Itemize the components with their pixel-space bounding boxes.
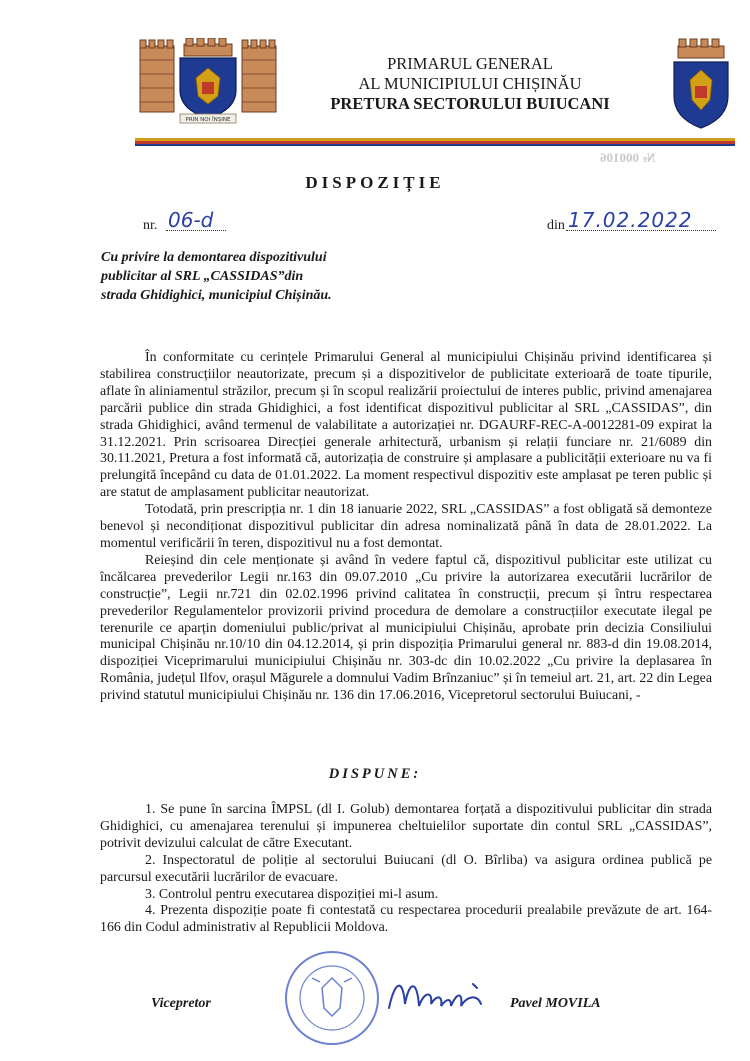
header-line-3: PRETURA SECTORULUI BUIUCANI [330, 94, 610, 113]
subject-line-3: strada Ghidighici, municipiul Chișinău. [101, 288, 332, 303]
item-2: 2. Inspectoratul de poliție al sectorului Buiucani (dl O. Bîrliba) va asigura ordinea publică pe parcursul executării lucrărilor de evacuare. [100, 852, 712, 885]
paragraph-3: Reieșind din cele menționate și având în vedere faptul că, dispozitivul publicitar este utilizat cu încălcarea prevederilor Legii nr.163 din 09.07.2010 „Cu privire la autorizarea executării lucrărilor de construcție”, Legii nr.721 din 02.02.1996 privind calitatea în construcții, precum și întru respectarea prevederilor Regulamentelor provizorii privind procedura de demolare a construcțiilor executate ilegal pe terenurile ce aparțin domeniului public/privat al municipiului Chișinău, aprobate prin decizia Consiliului municipal Chișinău nr.10/10 din 04.12.2014, și prin dispoziția Primarului general nr. 883-d din 19.08.2014, dispoziției Viceprimarului municipiului Chișinău nr. 303-dc din 10.02.2022 „Cu privire la deplasarea în România, județul Ilfov, orașul Măgurele a domnului Vadim Brînzaniuc” și în temeiul art. 21, art. 22 din Legea privind statutul municipiului Chișinău nr. 136 din 17.06.2016, Vicepretorul sectorului Buiucani, - [100, 552, 712, 704]
dispositions [100, 802, 712, 937]
coat-motto: PRIN NOI ÎNȘINE [185, 117, 231, 123]
paragraph-2: Totodată, prin prescripția nr. 1 din 18 ianuarie 2022, SRL „CASSIDAS” a fost obligată să demonteze benevol și necondiționat dispozitivul publicitar din adresa nominalizată până în data de 28.01.2022. La momentul verificării în teren, dispozitivul nu a fost demontat. [100, 502, 712, 551]
document-title: DISPOZIȚIE [305, 173, 445, 192]
document-number: 06-d [168, 208, 214, 232]
item-3: 3. Controlul pentru executarea dispoziției mi-l asum. [145, 886, 439, 902]
item-1: 1. Se pune în sarcina ÎMPSL (dl I. Golub) demontarea forțată a dispozitivului publicitar din strada Ghidighici, cu amenajarea terenului și impunerea cheltuielilor suportate din contul SRL „CASSIDAS”, potrivit devizului calculat de către Executant. [100, 802, 712, 851]
item-4: 4. Prezenta dispoziție poate fi contestată cu respectarea procedurii prealabile prevăzute de art. 164-166 din Codul administrativ al Republicii Moldova. [100, 903, 712, 936]
dispune-heading: DISPUNE: [328, 766, 422, 782]
document-date: 17.02.2022 [568, 208, 693, 232]
moldova-coat-of-arms-icon [670, 38, 732, 130]
handwritten-signature [385, 970, 495, 1020]
subject-line-1: Cu privire la demontarea dispozitivului [101, 250, 327, 265]
paragraph-1: În conformitate cu cerințele Primarului General al municipiului Chișinău privind identificarea și stabilirea construcțiilor neautorizate, precum și a dispozitivelor de publicitate exterioară de toate tipurile, aflate în aliniamentul străzilor, precum și în scopul realizării proiectului de interes public, privind amenajarea parcării publice din strada Ghidighici, a fost identificat dispozitivul publicitar al SRL „CASSIDAS”, din strada Ghidighici, având termenul de valabilitate a autorizației nr. DGAURF-REC-A-0012281-09 expirat la 31.12.2021. Prin scrisoarea Direcției generale arhitectură, urbanism și relații funciare nr. 21/6089 din 30.11.2021, Pretura a fost informată că, autorizația de construire și amplasare a publicității exterioare nu va fi prelungită începând cu data de 01.01.2022. La moment respectivul dispozitiv este amplasat pe teren public și are statut de amplasament publicitar neautorizat. [100, 350, 712, 501]
number-label: nr. [143, 218, 158, 233]
header-title [290, 54, 650, 114]
header-line-1: PRIMARUL GENERAL [387, 54, 553, 73]
body-text [100, 350, 712, 705]
chisinau-coat-of-arms-icon [138, 38, 278, 124]
signer-role: Vicepretor [151, 996, 211, 1011]
signer-name: Pavel MOVILA [510, 996, 601, 1011]
subject-line-2: publicitar al SRL „CASSIDAS”din [101, 269, 304, 284]
serial-number: № 000106 [600, 150, 656, 165]
subject [101, 248, 332, 305]
date-label: din [547, 218, 565, 233]
date-underline [566, 230, 716, 231]
number-underline [166, 230, 226, 231]
header-rule-blue [135, 144, 735, 146]
header-line-2: AL MUNICIPIULUI CHIȘINĂU [358, 74, 582, 93]
official-stamp [282, 948, 382, 1048]
